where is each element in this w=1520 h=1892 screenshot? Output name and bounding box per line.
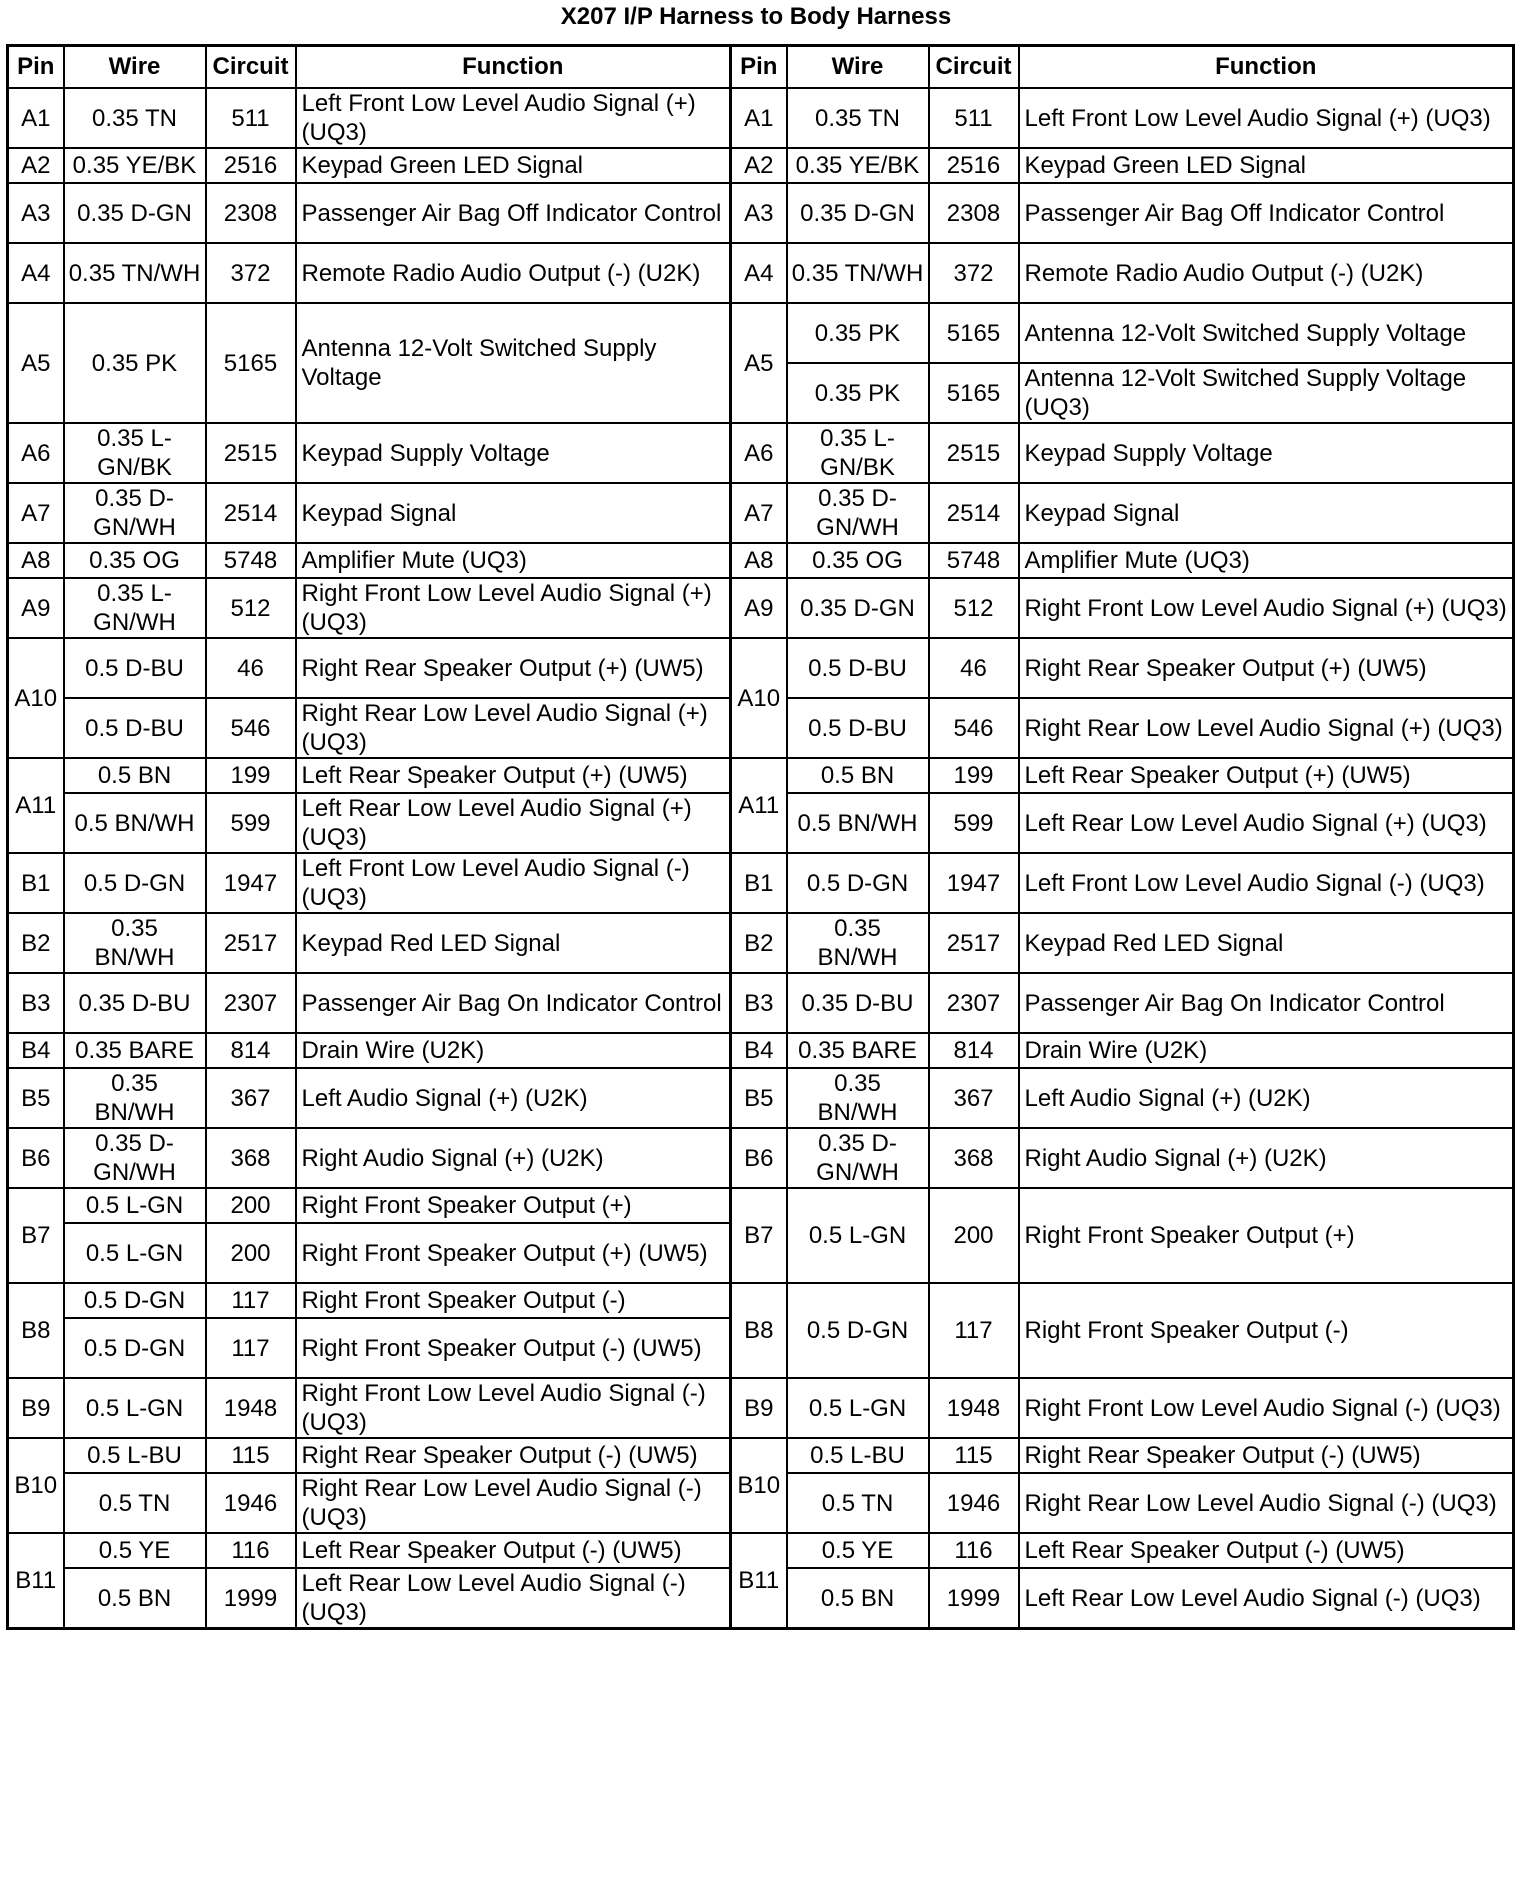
table-cell: 199 — [206, 758, 296, 793]
table-cell: Right Front Speaker Output (+) — [296, 1188, 731, 1223]
table-cell: 368 — [929, 1128, 1019, 1188]
table-cell: A8 — [731, 543, 787, 578]
table-cell: 115 — [206, 1438, 296, 1473]
table-row — [8, 638, 1514, 698]
table-cell: 0.35 BN/WH — [787, 1068, 929, 1128]
table-cell: Keypad Signal — [1019, 483, 1514, 543]
table-cell: Antenna 12-Volt Switched Supply Voltage — [296, 303, 731, 423]
table-cell: B4 — [8, 1033, 64, 1068]
table-cell: 5165 — [929, 363, 1019, 423]
table-cell: 599 — [929, 793, 1019, 853]
table-cell: 0.35 BN/WH — [64, 1068, 206, 1128]
table-cell: 0.5 BN/WH — [787, 793, 929, 853]
table-row — [8, 578, 1514, 638]
table-cell: Amplifier Mute (UQ3) — [296, 543, 731, 578]
table-cell: 46 — [206, 638, 296, 698]
table-cell: 0.35 TN — [787, 88, 929, 148]
table-cell: Keypad Green LED Signal — [296, 148, 731, 183]
table-row — [8, 1033, 1514, 1068]
table-cell: Remote Radio Audio Output (-) (U2K) — [296, 243, 731, 303]
table-cell: 0.35 D-BU — [787, 973, 929, 1033]
table-cell: Drain Wire (U2K) — [296, 1033, 731, 1068]
table-cell: 0.35 D-GN — [64, 183, 206, 243]
table-cell: 0.5 D-GN — [64, 1283, 206, 1318]
header-row — [8, 46, 1514, 89]
table-cell: 0.35 BN/WH — [787, 913, 929, 973]
table-cell: 1999 — [929, 1568, 1019, 1629]
table-row — [8, 1188, 1514, 1223]
table-cell: 372 — [206, 243, 296, 303]
table-cell: Left Front Low Level Audio Signal (-) (UQ3) — [1019, 853, 1514, 913]
table-row — [8, 183, 1514, 243]
table-cell: Left Rear Speaker Output (+) (UW5) — [1019, 758, 1514, 793]
table-cell: 546 — [206, 698, 296, 758]
table-cell: Right Rear Speaker Output (+) (UW5) — [296, 638, 731, 698]
table-cell: B11 — [8, 1533, 64, 1629]
table-row — [8, 88, 1514, 148]
table-cell: 0.5 D-GN — [787, 853, 929, 913]
table-cell: B9 — [731, 1378, 787, 1438]
table-cell: 0.35 D-GN/WH — [64, 1128, 206, 1188]
header-wire: Wire — [787, 46, 929, 89]
table-cell: 46 — [929, 638, 1019, 698]
table-cell: Left Rear Low Level Audio Signal (+) (UQ3) — [296, 793, 731, 853]
table-cell: Keypad Green LED Signal — [1019, 148, 1514, 183]
table-cell: 0.35 PK — [787, 303, 929, 363]
table-cell: 116 — [206, 1533, 296, 1568]
header-circuit: Circuit — [929, 46, 1019, 89]
table-cell: B7 — [8, 1188, 64, 1283]
table-cell: Remote Radio Audio Output (-) (U2K) — [1019, 243, 1514, 303]
table-cell: B8 — [8, 1283, 64, 1378]
table-row — [8, 853, 1514, 913]
table-cell: Left Audio Signal (+) (U2K) — [296, 1068, 731, 1128]
table-cell: 200 — [929, 1188, 1019, 1283]
table-row — [8, 1068, 1514, 1128]
table-cell: 0.35 PK — [787, 363, 929, 423]
table-cell: A5 — [731, 303, 787, 423]
table-cell: B2 — [731, 913, 787, 973]
table-cell: Right Rear Speaker Output (-) (UW5) — [1019, 1438, 1514, 1473]
table-cell: A8 — [8, 543, 64, 578]
table-cell: B4 — [731, 1033, 787, 1068]
table-cell: 1999 — [206, 1568, 296, 1629]
table-cell: B10 — [8, 1438, 64, 1533]
table-cell: 0.5 D-BU — [787, 638, 929, 698]
table-cell: Right Front Speaker Output (-) (UW5) — [296, 1318, 731, 1378]
table-cell: B1 — [8, 853, 64, 913]
table-cell: 0.35 BN/WH — [64, 913, 206, 973]
table-cell: 2516 — [929, 148, 1019, 183]
table-row — [8, 758, 1514, 793]
table-cell: Right Front Low Level Audio Signal (-) (UQ3) — [296, 1378, 731, 1438]
table-cell: 1947 — [206, 853, 296, 913]
table-cell: A6 — [8, 423, 64, 483]
table-cell: 0.35 OG — [787, 543, 929, 578]
table-cell: Keypad Red LED Signal — [1019, 913, 1514, 973]
table-cell: Passenger Air Bag On Indicator Control — [1019, 973, 1514, 1033]
table-cell: 0.35 TN/WH — [787, 243, 929, 303]
table-cell: 368 — [206, 1128, 296, 1188]
table-cell: Passenger Air Bag Off Indicator Control — [1019, 183, 1514, 243]
table-cell: 117 — [206, 1283, 296, 1318]
table-row — [8, 423, 1514, 483]
table-row — [8, 1533, 1514, 1568]
table-row — [8, 483, 1514, 543]
table-cell: 0.35 L-GN/BK — [787, 423, 929, 483]
table-cell: 0.35 D-BU — [64, 973, 206, 1033]
table-cell: B7 — [731, 1188, 787, 1283]
table-title: X207 I/P Harness to Body Harness — [560, 3, 952, 30]
table-cell: 5748 — [929, 543, 1019, 578]
table-cell: Right Rear Low Level Audio Signal (-) (UQ3) — [1019, 1473, 1514, 1533]
table-cell: 0.5 YE — [64, 1533, 206, 1568]
table-cell: 0.35 PK — [64, 303, 206, 423]
table-cell: 0.5 BN/WH — [64, 793, 206, 853]
table-cell: A1 — [8, 88, 64, 148]
table-cell: B11 — [731, 1533, 787, 1629]
table-cell: A5 — [8, 303, 64, 423]
table-cell: Left Front Low Level Audio Signal (+) (UQ3) — [296, 88, 731, 148]
table-cell: B5 — [8, 1068, 64, 1128]
table-cell: 0.35 YE/BK — [64, 148, 206, 183]
table-cell: 0.35 BARE — [64, 1033, 206, 1068]
table-cell: Right Front Speaker Output (-) — [296, 1283, 731, 1318]
table-cell: A4 — [731, 243, 787, 303]
table-cell: Left Front Low Level Audio Signal (-) (UQ3) — [296, 853, 731, 913]
table-cell: A4 — [8, 243, 64, 303]
table-cell: 2307 — [929, 973, 1019, 1033]
table-cell: 2308 — [206, 183, 296, 243]
table-cell: 0.5 L-BU — [787, 1438, 929, 1473]
table-row — [8, 243, 1514, 303]
table-cell: 0.35 OG — [64, 543, 206, 578]
table-cell: 117 — [929, 1283, 1019, 1378]
table-cell: 1946 — [206, 1473, 296, 1533]
table-cell: 0.5 BN — [64, 1568, 206, 1629]
table-cell: Right Front Low Level Audio Signal (+) (UQ3) — [1019, 578, 1514, 638]
table-cell: Keypad Supply Voltage — [296, 423, 731, 483]
table-cell: Right Front Low Level Audio Signal (+) (UQ3) — [296, 578, 731, 638]
table-cell: 0.35 D-GN/WH — [64, 483, 206, 543]
table-cell: B2 — [8, 913, 64, 973]
table-cell: Keypad Red LED Signal — [296, 913, 731, 973]
table-cell: 1948 — [206, 1378, 296, 1438]
table-cell: Right Audio Signal (+) (U2K) — [296, 1128, 731, 1188]
header-wire: Wire — [64, 46, 206, 89]
table-cell: 2517 — [206, 913, 296, 973]
table-cell: 546 — [929, 698, 1019, 758]
table-cell: A3 — [731, 183, 787, 243]
table-row — [8, 303, 1514, 363]
table-cell: Right Rear Speaker Output (-) (UW5) — [296, 1438, 731, 1473]
table-cell: 0.5 BN — [787, 1568, 929, 1629]
table-cell: 1946 — [929, 1473, 1019, 1533]
table-row — [8, 1438, 1514, 1473]
table-cell: Right Front Speaker Output (-) — [1019, 1283, 1514, 1378]
table-cell: B5 — [731, 1068, 787, 1128]
table-cell: 512 — [206, 578, 296, 638]
table-cell: 5165 — [206, 303, 296, 423]
table-cell: 2514 — [206, 483, 296, 543]
table-row — [8, 148, 1514, 183]
table-cell: A7 — [8, 483, 64, 543]
table-cell: 0.35 BARE — [787, 1033, 929, 1068]
table-cell: 0.5 L-GN — [64, 1188, 206, 1223]
table-row — [8, 1128, 1514, 1188]
table-cell: Left Rear Low Level Audio Signal (-) (UQ3) — [296, 1568, 731, 1629]
table-cell: A9 — [8, 578, 64, 638]
table-row — [8, 1378, 1514, 1438]
table-cell: Antenna 12-Volt Switched Supply Voltage (UQ3) — [1019, 363, 1514, 423]
table-cell: 2514 — [929, 483, 1019, 543]
table-cell: A9 — [731, 578, 787, 638]
table-cell: B8 — [731, 1283, 787, 1378]
table-cell: Left Front Low Level Audio Signal (+) (UQ3) — [1019, 88, 1514, 148]
table-cell: 0.5 L-GN — [64, 1223, 206, 1283]
table-cell: Right Rear Low Level Audio Signal (+) (UQ3) — [1019, 698, 1514, 758]
table-cell: Left Rear Speaker Output (-) (UW5) — [296, 1533, 731, 1568]
table-cell: 0.35 D-GN — [787, 183, 929, 243]
table-cell: 511 — [206, 88, 296, 148]
table-cell: 0.5 BN — [64, 758, 206, 793]
table-cell: 0.35 D-GN/WH — [787, 483, 929, 543]
table-cell: 814 — [929, 1033, 1019, 1068]
table-cell: B6 — [8, 1128, 64, 1188]
header-pin: Pin — [731, 46, 787, 89]
table-cell: 0.35 D-GN/WH — [787, 1128, 929, 1188]
table-row — [8, 543, 1514, 578]
table-cell: 0.5 D-GN — [787, 1283, 929, 1378]
table-cell: Left Rear Speaker Output (+) (UW5) — [296, 758, 731, 793]
table-cell: 814 — [206, 1033, 296, 1068]
table-cell: 0.35 YE/BK — [787, 148, 929, 183]
table-cell: B10 — [731, 1438, 787, 1533]
table-cell: A6 — [731, 423, 787, 483]
table-cell: B3 — [731, 973, 787, 1033]
header-function: Function — [296, 46, 731, 89]
table-cell: Left Audio Signal (+) (U2K) — [1019, 1068, 1514, 1128]
table-cell: 0.5 YE — [787, 1533, 929, 1568]
table-cell: 0.35 TN — [64, 88, 206, 148]
table-cell: 1948 — [929, 1378, 1019, 1438]
table-cell: 367 — [206, 1068, 296, 1128]
table-cell: 0.35 D-GN — [787, 578, 929, 638]
table-cell: 5165 — [929, 303, 1019, 363]
table-cell: 117 — [206, 1318, 296, 1378]
table-cell: B6 — [731, 1128, 787, 1188]
table-cell: A11 — [8, 758, 64, 853]
table-cell: Right Audio Signal (+) (U2K) — [1019, 1128, 1514, 1188]
table-cell: 0.5 L-GN — [787, 1188, 929, 1283]
table-cell: B1 — [731, 853, 787, 913]
harness-table — [6, 44, 1515, 1630]
table-cell: Passenger Air Bag On Indicator Control — [296, 973, 731, 1033]
table-cell: A3 — [8, 183, 64, 243]
table-cell: Right Front Speaker Output (+) (UW5) — [296, 1223, 731, 1283]
table-cell: A10 — [8, 638, 64, 758]
table-cell: 2308 — [929, 183, 1019, 243]
table-row — [8, 973, 1514, 1033]
table-cell: 0.5 TN — [64, 1473, 206, 1533]
table-cell: 199 — [929, 758, 1019, 793]
table-cell: 0.5 BN — [787, 758, 929, 793]
table-cell: Right Rear Speaker Output (+) (UW5) — [1019, 638, 1514, 698]
table-cell: Right Front Speaker Output (+) — [1019, 1188, 1514, 1283]
table-cell: 0.5 D-BU — [64, 638, 206, 698]
table-cell: 511 — [929, 88, 1019, 148]
table-header — [8, 46, 1514, 89]
table-cell: 367 — [929, 1068, 1019, 1128]
table-cell: Keypad Supply Voltage — [1019, 423, 1514, 483]
table-cell: A2 — [8, 148, 64, 183]
table-cell: 512 — [929, 578, 1019, 638]
table-cell: 599 — [206, 793, 296, 853]
table-cell: 200 — [206, 1223, 296, 1283]
table-cell: 0.5 TN — [787, 1473, 929, 1533]
table-cell: 2515 — [206, 423, 296, 483]
table-cell: 5748 — [206, 543, 296, 578]
table-row — [8, 913, 1514, 973]
table-cell: 0.5 D-GN — [64, 1318, 206, 1378]
table-cell: Amplifier Mute (UQ3) — [1019, 543, 1514, 578]
table-cell: Drain Wire (U2K) — [1019, 1033, 1514, 1068]
header-function: Function — [1019, 46, 1514, 89]
table-cell: Passenger Air Bag Off Indicator Control — [296, 183, 731, 243]
table-cell: A10 — [731, 638, 787, 758]
table-cell: 0.5 L-BU — [64, 1438, 206, 1473]
table-cell: Left Rear Low Level Audio Signal (+) (UQ3) — [1019, 793, 1514, 853]
table-cell: Keypad Signal — [296, 483, 731, 543]
table-cell: 0.35 L-GN/BK — [64, 423, 206, 483]
table-cell: Right Rear Low Level Audio Signal (-) (UQ3) — [296, 1473, 731, 1533]
table-cell: Left Rear Speaker Output (-) (UW5) — [1019, 1533, 1514, 1568]
table-cell: 0.5 D-BU — [64, 698, 206, 758]
table-cell: 1947 — [929, 853, 1019, 913]
header-circuit: Circuit — [206, 46, 296, 89]
table-cell: B9 — [8, 1378, 64, 1438]
table-cell: 2516 — [206, 148, 296, 183]
table-cell: 0.35 TN/WH — [64, 243, 206, 303]
table-cell: Right Front Low Level Audio Signal (-) (UQ3) — [1019, 1378, 1514, 1438]
table-body — [8, 88, 1514, 1629]
header-pin: Pin — [8, 46, 64, 89]
table-cell: 200 — [206, 1188, 296, 1223]
table-cell: 0.5 D-GN — [64, 853, 206, 913]
table-cell: Right Rear Low Level Audio Signal (+) (UQ3) — [296, 698, 731, 758]
table-cell: Antenna 12-Volt Switched Supply Voltage — [1019, 303, 1514, 363]
table-cell: 115 — [929, 1438, 1019, 1473]
table-row — [8, 1283, 1514, 1318]
table-cell: 2307 — [206, 973, 296, 1033]
table-cell: 372 — [929, 243, 1019, 303]
table-cell: 0.35 L-GN/WH — [64, 578, 206, 638]
table-cell: 116 — [929, 1533, 1019, 1568]
table-cell: 2515 — [929, 423, 1019, 483]
table-cell: 0.5 L-GN — [64, 1378, 206, 1438]
table-cell: 2517 — [929, 913, 1019, 973]
table-cell: 0.5 D-BU — [787, 698, 929, 758]
table-cell: 0.5 L-GN — [787, 1378, 929, 1438]
table-cell: A7 — [731, 483, 787, 543]
table-cell: Left Rear Low Level Audio Signal (-) (UQ3) — [1019, 1568, 1514, 1629]
table-cell: B3 — [8, 973, 64, 1033]
table-cell: A11 — [731, 758, 787, 853]
table-cell: A1 — [731, 88, 787, 148]
table-cell: A2 — [731, 148, 787, 183]
